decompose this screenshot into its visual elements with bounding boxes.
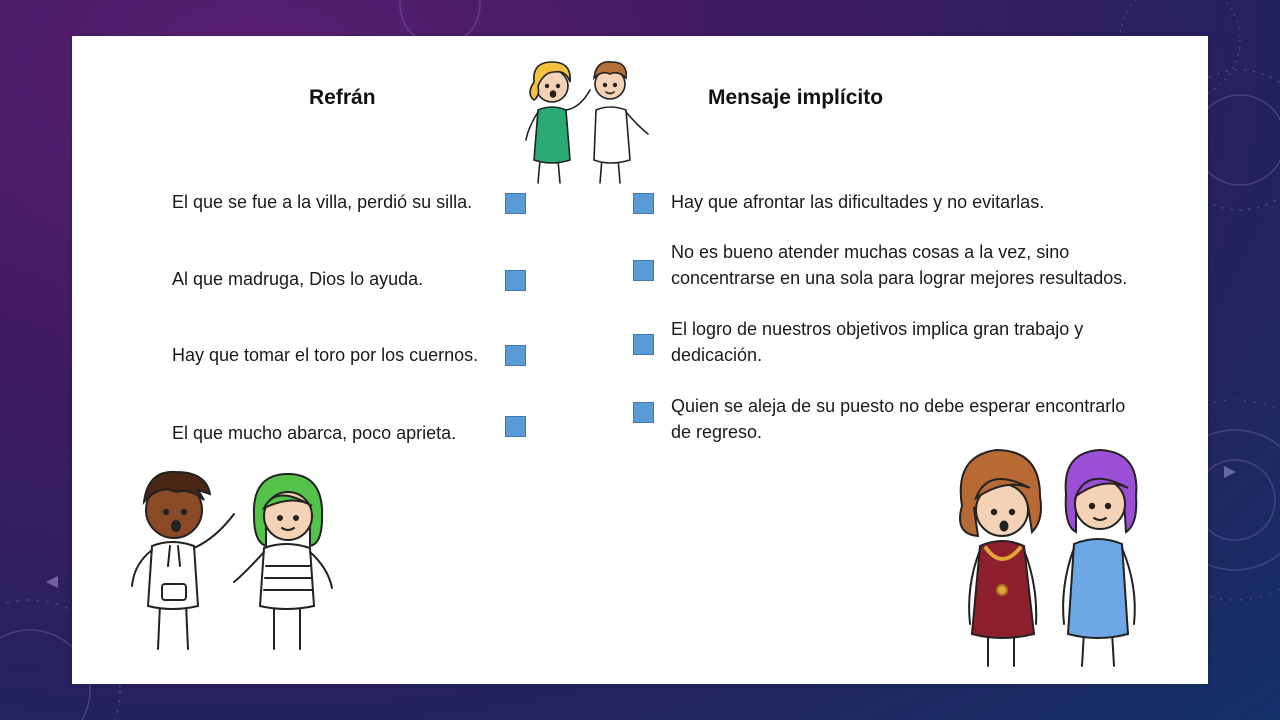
message-1 xyxy=(671,189,1191,215)
proverb-2-connector-box[interactable] xyxy=(505,270,526,291)
message-4-connector-box[interactable] xyxy=(633,402,654,423)
message-4-line-2: de regreso. xyxy=(671,422,763,442)
message-4-line-1: Quien se aleja de su puesto no debe esperar encontrarlo xyxy=(671,396,1126,416)
kids-talking-bottom-right-illustration xyxy=(944,436,1174,672)
message-1-connector-box[interactable] xyxy=(633,193,654,214)
kids-talking-bottom-left-illustration xyxy=(124,454,364,654)
proverb-4-connector-box[interactable] xyxy=(505,416,526,437)
message-1-line-1: Hay que afrontar las dificultades y no evitarlas. xyxy=(671,192,1045,212)
message-2-line-1: No es bueno atender muchas cosas a la vez, sino xyxy=(671,242,1070,262)
proverb-3: Hay que tomar el toro por los cuernos. xyxy=(172,345,479,365)
proverb-3-connector-box[interactable] xyxy=(505,345,526,366)
message-3-connector-box[interactable] xyxy=(633,334,654,355)
proverb-2: Al que madruga, Dios lo ayuda. xyxy=(172,269,424,289)
message-3-line-1: El logro de nuestros objetivos implica gran trabajo y xyxy=(671,319,1084,339)
message-2-line-2: concentrarse en una sola para lograr mejores resultados. xyxy=(671,268,1128,288)
message-2-connector-box[interactable] xyxy=(633,260,654,281)
message-2 xyxy=(671,239,1191,291)
slide xyxy=(72,36,1208,684)
proverb-1: El que se fue a la villa, perdió su silla. xyxy=(172,192,473,212)
mensaje-heading: Mensaje implícito xyxy=(708,86,884,109)
kids-talking-top-illustration xyxy=(514,48,664,188)
refran-heading: Refrán xyxy=(309,86,376,109)
proverb-4: El que mucho abarca, poco aprieta. xyxy=(172,423,457,443)
proverb-1-connector-box[interactable] xyxy=(505,193,526,214)
message-3 xyxy=(671,316,1191,368)
message-3-line-2: dedicación. xyxy=(671,345,763,365)
